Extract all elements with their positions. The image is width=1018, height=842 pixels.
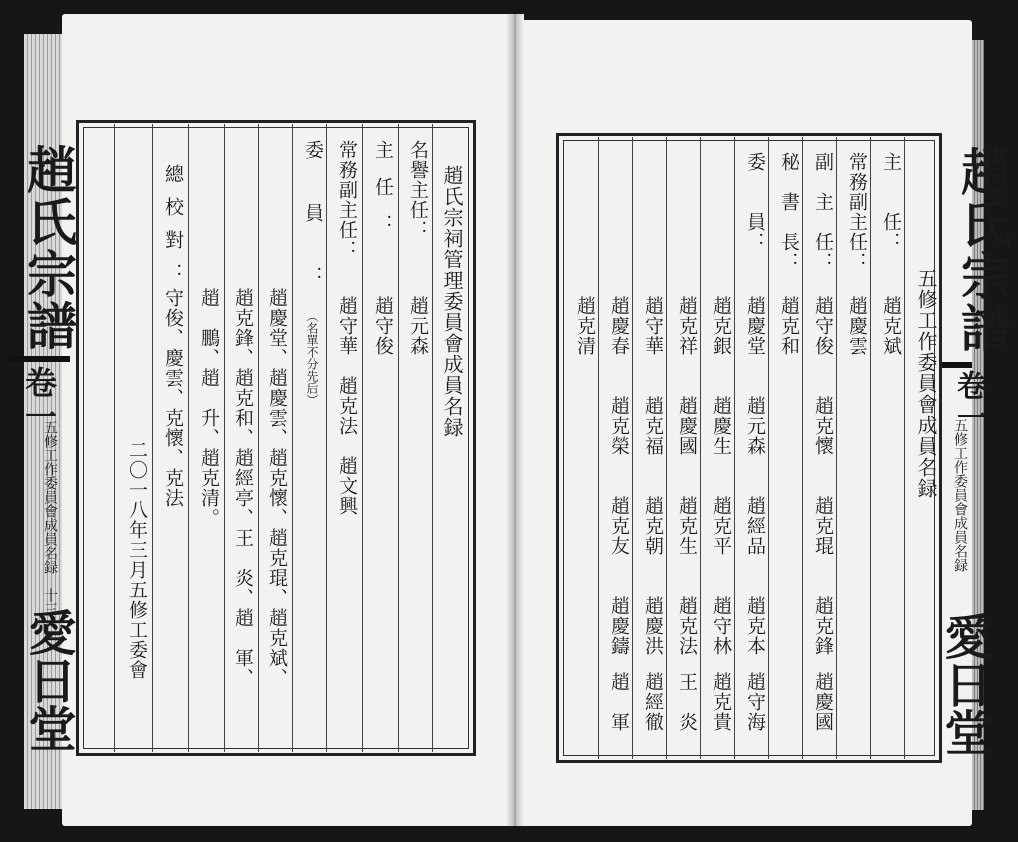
member-name: 趙經品: [744, 496, 766, 556]
member-name: 趙元森: [744, 396, 766, 456]
member-name: 趙克貴: [710, 672, 732, 732]
role-label: 委員：: [302, 140, 324, 329]
role-label: 委 員：: [744, 152, 766, 252]
proofread-names: 守俊、慶雲、克懷、克法: [162, 288, 184, 508]
member-name: 趙克清: [574, 296, 596, 356]
spine-title: 趙氏宗譜: [19, 144, 78, 352]
left-spine-column: [0, 120, 78, 756]
member-name: 趙守林: [710, 596, 732, 656]
member-name: 趙慶國: [812, 672, 834, 732]
member-name: 趙慶堂: [744, 296, 766, 356]
role-label: 副 主 任：: [812, 152, 834, 272]
member-name: 趙慶雲: [846, 296, 868, 356]
role-label: 常務副主任：: [846, 152, 868, 272]
proofread-label: 總校對：: [162, 164, 184, 296]
hall-name: 愛日堂: [936, 612, 992, 756]
role-names: 趙守俊: [372, 296, 394, 356]
member-name: 趙克銀: [710, 296, 732, 356]
member-name: 趙克榮: [608, 396, 630, 456]
member-name: 趙慶鑄: [608, 596, 630, 656]
member-name: 趙慶國: [676, 396, 698, 456]
role-label: 主任：: [372, 140, 394, 251]
role-label: 主 任：: [880, 152, 902, 252]
spine-divider: [942, 362, 972, 368]
spine-title: 趙氏宗譜: [953, 146, 1012, 354]
member-note: （名單不分先后）: [305, 310, 319, 406]
left-heading: 趙氏宗祠管理委員會成員名録: [440, 165, 464, 438]
member-name: 趙慶生: [710, 396, 732, 456]
member-name: 趙慶春: [608, 296, 630, 356]
member-list-line: 趙慶堂、趙慶雲、趙克懷、趙克琨、趙克斌、: [266, 288, 288, 688]
role-label: 名譽主任：: [407, 140, 429, 240]
member-name: 趙克福: [642, 396, 664, 456]
role-names: 趙元森: [407, 296, 429, 356]
member-name: 趙克友: [608, 496, 630, 556]
role-label: 常務副主任：: [336, 140, 358, 260]
member-name: 趙克生: [676, 496, 698, 556]
member-name: 趙克和: [778, 296, 800, 356]
member-name: 趙克法: [676, 596, 698, 656]
member-name: 趙克祥: [676, 296, 698, 356]
member-name: 趙慶洪: [642, 596, 664, 656]
role-label: 秘 書 長：: [778, 152, 800, 272]
spine-volume: 卷一: [20, 366, 58, 434]
spine-subtitle: 五修工作委員會成員名録: [952, 418, 968, 572]
member-name: 趙經徹: [642, 672, 664, 732]
member-name: 趙克平: [710, 496, 732, 556]
member-name: 趙 軍: [608, 672, 630, 732]
spine-divider: [10, 356, 70, 362]
member-name: 趙守海: [744, 672, 766, 732]
member-list-line: 趙 鵬、趙 升、趙克清。: [198, 288, 220, 528]
member-name: 趙克朝: [642, 496, 664, 556]
member-name: 趙克琨: [812, 496, 834, 556]
member-name: 趙克本: [744, 596, 766, 656]
spine-volume: 卷一: [951, 370, 986, 434]
member-name: 趙克懷: [812, 396, 834, 456]
member-name: 王 炎: [676, 672, 698, 732]
role-names: 趙守華 趙克法 趙文興: [336, 296, 358, 516]
compile-date: 二〇一八年三月五修工委會: [126, 440, 148, 680]
right-heading: 五修工作委員會成員名録: [914, 268, 938, 499]
spine-subtitle: 五修工作委員會成員名録: [42, 420, 58, 574]
page-number: 十三: [42, 588, 58, 616]
hall-name: 愛日堂: [20, 608, 76, 752]
member-name: 趙守華: [642, 296, 664, 356]
member-name: 趙克鋒: [812, 596, 834, 656]
book-gutter: [506, 14, 524, 826]
member-list-line: 趙克鋒、趙克和、趙經亭、王 炎、趙 軍、: [232, 288, 254, 688]
member-name: 趙克斌: [880, 296, 902, 356]
member-name: 趙守俊: [812, 296, 834, 356]
